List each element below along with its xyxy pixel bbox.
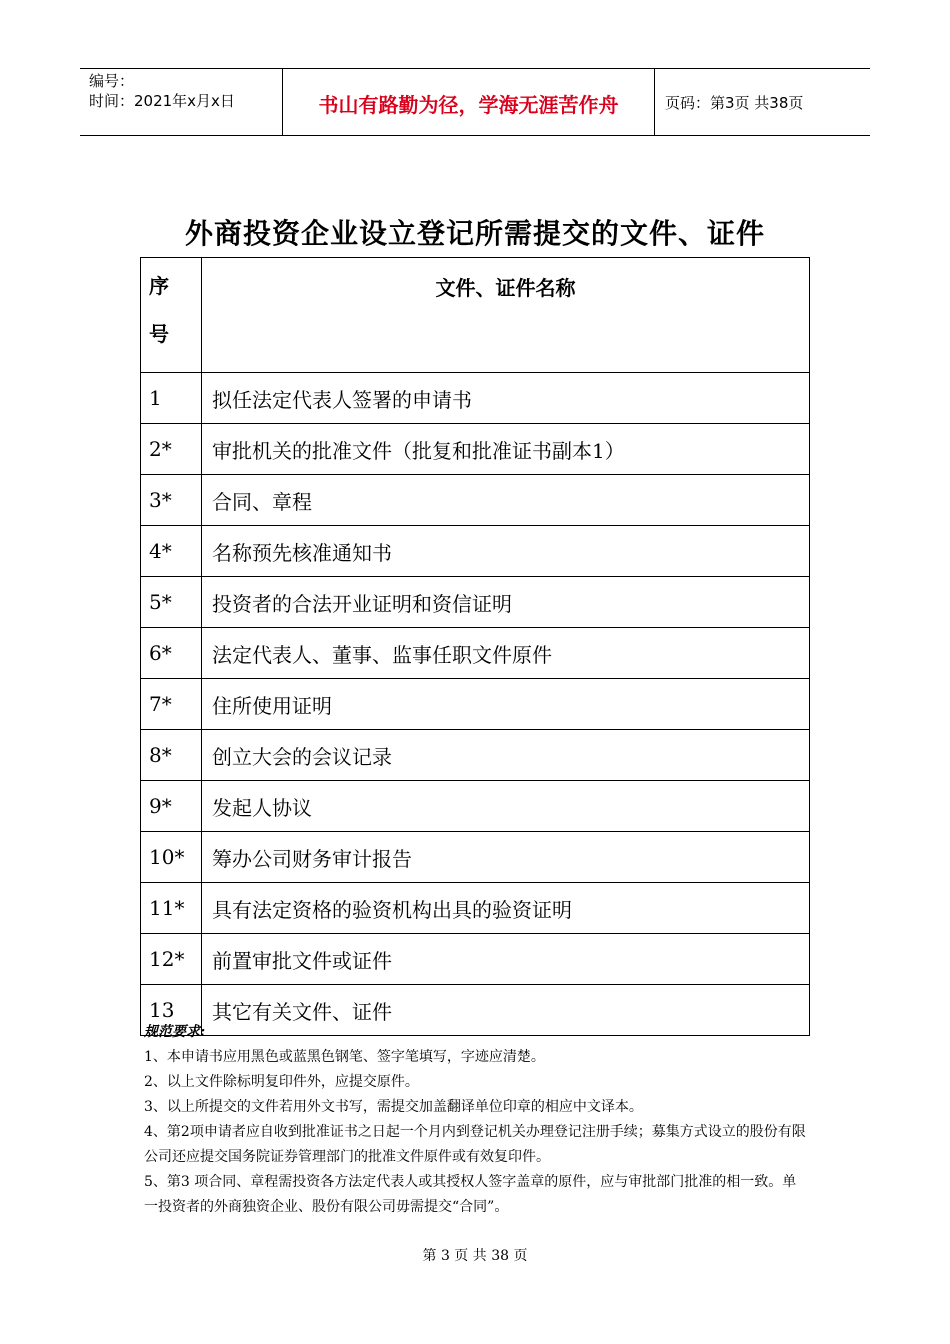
notes-title: 规范要求: — [144, 1024, 206, 1040]
note-item: 3、以上所提交的文件若用外文书写，需提交加盖翻译单位印章的相应中文译本。 — [144, 1099, 643, 1115]
document-number-label: 编号： — [89, 72, 135, 90]
row-number-cell: 13 — [141, 985, 202, 1036]
header-cell-no — [141, 258, 202, 373]
table-row — [141, 781, 810, 832]
row-number-cell: 6* — [141, 628, 202, 679]
table-row — [141, 832, 810, 883]
table-header-row — [141, 258, 810, 373]
note-item: 2、以上文件除标明复印件外，应提交原件。 — [144, 1074, 419, 1090]
row-name-cell: 投资者的合法开业证明和资信证明 — [202, 577, 810, 628]
row-number-cell: 3* — [141, 475, 202, 526]
table-row — [141, 373, 810, 424]
table-row — [141, 424, 810, 475]
row-name-cell: 合同、章程 — [202, 475, 810, 526]
row-number-cell: 1 — [141, 373, 202, 424]
page-footer: 第 3 页 共 38 页 — [422, 1248, 528, 1264]
documents-table — [140, 257, 810, 1036]
row-name-cell: 具有法定资格的验资机构出具的验资证明 — [202, 883, 810, 934]
row-name-cell: 其它有关文件、证件 — [202, 985, 810, 1036]
requirements-notes — [144, 1020, 810, 1220]
row-name-cell: 筹办公司财务审计报告 — [202, 832, 810, 883]
row-number-cell: 12* — [141, 934, 202, 985]
table-row — [141, 730, 810, 781]
notes-list — [144, 1045, 810, 1220]
header-page-info: 页码：第3页 共38页 — [665, 93, 804, 112]
row-number-cell: 4* — [141, 526, 202, 577]
note-item: 4、第2项申请者应自收到批准证书之日起一个月内到登记机关办理登记注册手续；募集方式设立的股份有限公司还应提交国务院证券管理部门的批准文件原件或有效复印件。 — [144, 1124, 806, 1165]
row-number-cell: 9* — [141, 781, 202, 832]
row-name-cell: 拟任法定代表人签署的申请书 — [202, 373, 810, 424]
row-name-cell: 创立大会的会议记录 — [202, 730, 810, 781]
page-header — [80, 68, 870, 136]
note-item: 1、本申请书应用黑色或蓝黑色钢笔、签字笔填写，字迹应清楚。 — [144, 1049, 545, 1065]
row-name-cell: 发起人协议 — [202, 781, 810, 832]
header-meta — [80, 69, 283, 135]
document-title: 外商投资企业设立登记所需提交的文件、证件 — [184, 217, 765, 250]
row-number-cell: 2* — [141, 424, 202, 475]
table-row — [141, 679, 810, 730]
row-name-cell: 住所使用证明 — [202, 679, 810, 730]
header-motto: 书山有路勤为径，学海无涯苦作舟 — [283, 69, 655, 135]
table-row — [141, 475, 810, 526]
note-item: 5、第3 项合同、章程需投资各方法定代表人或其授权人签字盖章的原件，应与审批部门批准的相一致。单一投资者的外商独资企业、股份有限公司毋需提交“合同”。 — [144, 1174, 797, 1215]
header-no-line1: 序 — [149, 274, 169, 298]
row-name-cell: 法定代表人、董事、监事任职文件原件 — [202, 628, 810, 679]
header-no-line2: 号 — [149, 322, 169, 346]
row-number-cell: 5* — [141, 577, 202, 628]
document-time-label: 时间：2021年x月x日 — [89, 92, 235, 110]
table-row — [141, 577, 810, 628]
table-row — [141, 526, 810, 577]
row-name-cell: 前置审批文件或证件 — [202, 934, 810, 985]
row-number-cell: 11* — [141, 883, 202, 934]
row-name-cell: 审批机关的批准文件（批复和批准证书副本1） — [202, 424, 810, 475]
row-number-cell: 7* — [141, 679, 202, 730]
table-row — [141, 934, 810, 985]
row-number-cell: 10* — [141, 832, 202, 883]
row-number-cell: 8* — [141, 730, 202, 781]
header-cell-name: 文件、证件名称 — [202, 258, 810, 373]
row-name-cell: 名称预先核准通知书 — [202, 526, 810, 577]
table-row — [141, 883, 810, 934]
table-row — [141, 628, 810, 679]
